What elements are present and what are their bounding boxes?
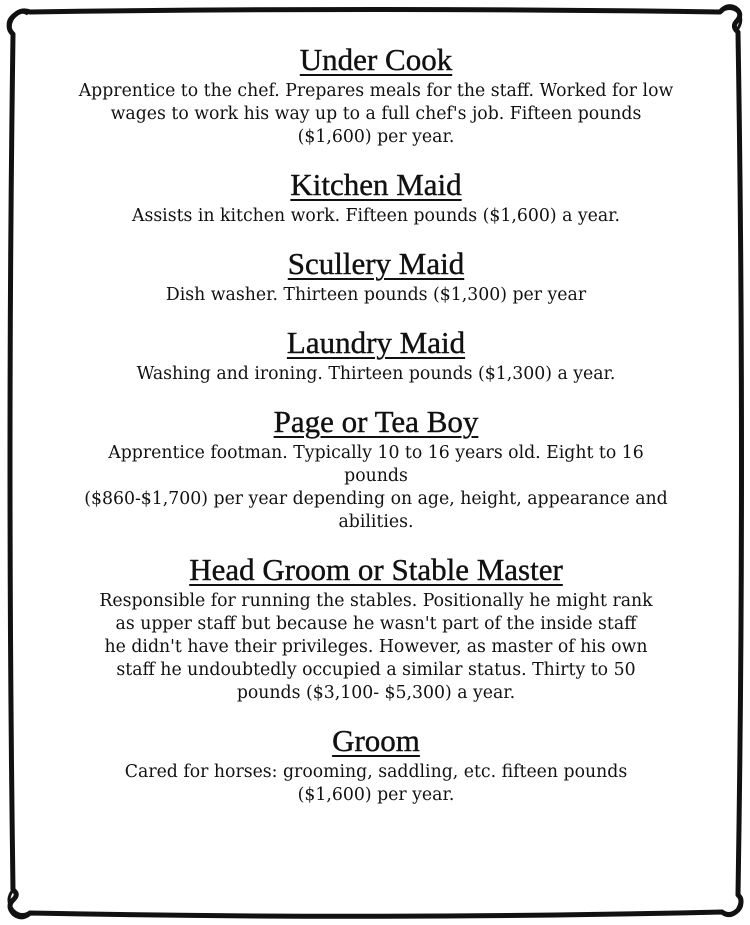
description-line: Washing and ironing. Thirteen pounds ($1,300) a year. xyxy=(136,364,616,384)
entry-description xyxy=(38,590,714,705)
entry-title: Kitchen Maid xyxy=(290,167,462,202)
description-line: pounds xyxy=(344,466,408,486)
entry-title: Head Groom or Stable Master xyxy=(189,552,563,587)
description-line: staff he undoubtedly occupied a similar status. Thirty to 50 xyxy=(116,660,636,680)
entry-title: Under Cook xyxy=(299,42,453,77)
entry-description xyxy=(38,363,714,386)
description-line: wages to work his way up to a full chef's job. Fifteen pounds xyxy=(110,104,642,124)
description-line: he didn't have their privileges. However, as master of his own xyxy=(104,637,648,657)
description-line: ($1,600) per year. xyxy=(297,785,455,805)
entry-under-cook xyxy=(38,42,714,149)
description-line: Apprentice footman. Typically 10 to 16 years old. Eight to 16 xyxy=(108,443,644,463)
entry-title: Page or Tea Boy xyxy=(273,404,479,439)
entry-description xyxy=(38,761,714,807)
entry-laundry-maid xyxy=(38,325,714,386)
description-line: pounds ($3,100- $5,300) a year. xyxy=(236,683,516,703)
job-listing xyxy=(38,42,714,825)
entry-head-groom xyxy=(38,552,714,705)
entry-description xyxy=(38,80,714,149)
description-line: Assists in kitchen work. Fifteen pounds ($1,600) a year. xyxy=(131,206,621,226)
description-line: abilities. xyxy=(338,512,414,532)
description-line: Responsible for running the stables. Positionally he might rank xyxy=(99,591,653,611)
entry-page-or-tea-boy xyxy=(38,404,714,534)
entry-description xyxy=(38,284,714,307)
description-line: Cared for horses: grooming, saddling, etc. fifteen pounds xyxy=(124,762,628,782)
description-line: ($860-$1,700) per year depending on age, height, appearance and xyxy=(84,489,668,509)
description-line: as upper staff but because he wasn't part of the inside staff xyxy=(115,614,637,634)
description-line: Dish washer. Thirteen pounds ($1,300) per year xyxy=(165,285,587,305)
entry-kitchen-maid xyxy=(38,167,714,228)
entry-description xyxy=(38,205,714,228)
entry-description xyxy=(38,442,714,534)
entry-title: Scullery Maid xyxy=(287,246,465,281)
description-line: Apprentice to the chef. Prepares meals for the staff. Worked for low xyxy=(78,81,674,101)
entry-title: Laundry Maid xyxy=(286,325,466,360)
entry-scullery-maid xyxy=(38,246,714,307)
entry-title: Groom xyxy=(332,723,420,758)
description-line: ($1,600) per year. xyxy=(297,127,455,147)
entry-groom xyxy=(38,723,714,807)
